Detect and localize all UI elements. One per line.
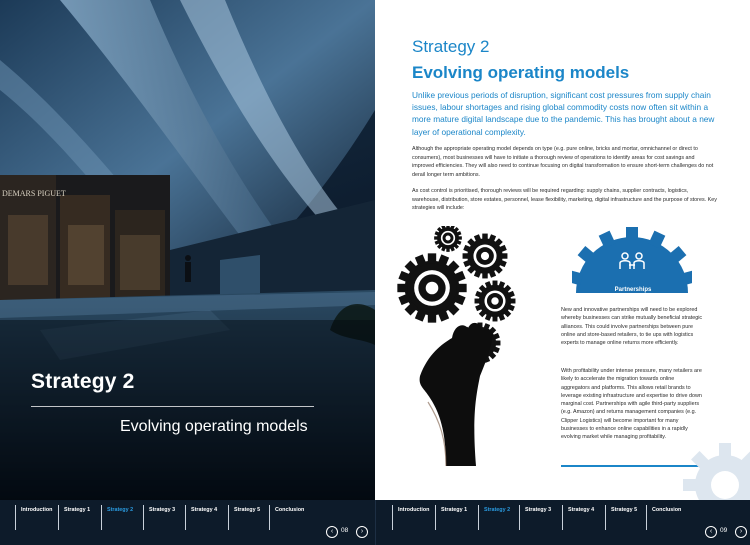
section-kicker: Strategy 2 xyxy=(412,37,490,56)
body-paragraph-2: As cost control is prioritised, thorough reviews will be required regarding: supply chains, supplier contracts, logistics, warehouse, distribution, store estates, personnel, lease flexibility, marketing, digital infrastructure and the purpose of stores. Key strategies will include: xyxy=(412,188,717,212)
page-number: 08 xyxy=(341,527,349,534)
section-heading: Evolving operating models xyxy=(412,63,630,82)
bottom-nav-right xyxy=(375,500,750,545)
next-page-icon[interactable]: › xyxy=(735,526,747,538)
partnerships-label: Partnerships xyxy=(614,287,652,293)
nav-strategy-2[interactable]: Strategy 2 xyxy=(478,505,510,530)
title-divider xyxy=(31,406,314,407)
hand-with-gears-illustration xyxy=(380,226,560,466)
nav-strategy-5[interactable]: Strategy 5 xyxy=(605,505,637,530)
left-page xyxy=(0,0,375,500)
nav-strategy-3[interactable]: Strategy 3 xyxy=(519,505,551,530)
bottom-nav-left xyxy=(0,500,375,545)
lead-paragraph: Unlike previous periods of disruption, significant cost pressures from supply chain issues, labour shortages and rising global commodity costs now often sit within a more mature digital landscape due to the pandemic. This has brought about a new layer of operational complexity. xyxy=(412,90,715,137)
nav-strategy-5[interactable]: Strategy 5 xyxy=(228,505,260,530)
page-number: 09 xyxy=(720,527,728,534)
partnerships-paragraph-2: With profitability under intense pressure, many retailers are likely to accelerate the migration towards online aggregators and platforms. This allows retail brands to leverage existing infrastructure and expertise to drive down marginal cost. Partnerships with agile third-party suppliers (e.g. Amazon) and returns management companies (e.g. Clipper Logistics) will become important for many businesses to enhance online capabilities in a rapidly evolving market while managing profitability. xyxy=(561,368,702,441)
nav-strategy-2[interactable]: Strategy 2 xyxy=(101,505,133,530)
partnerships-gear-badge xyxy=(572,225,692,305)
next-page-icon[interactable]: › xyxy=(356,526,368,538)
right-page xyxy=(375,0,750,500)
partnerships-paragraph-1: New and innovative partnerships will need to be explored whereby businesses can strike mutually beneficial strategic alliances. This could involve partnerships between pure online and store-based retailers, to tie ups with logistics experts to manage online returns more efficiently. xyxy=(561,307,703,347)
left-page-subtitle: Evolving operating models xyxy=(120,418,308,435)
nav-strategy-1[interactable]: Strategy 1 xyxy=(58,505,90,530)
nav-strategy-1[interactable]: Strategy 1 xyxy=(435,505,467,530)
nav-introduction[interactable]: Introduction xyxy=(15,505,52,530)
nav-conclusion[interactable]: Conclusion xyxy=(646,505,681,530)
body-paragraph-1: Although the appropriate operating model depends on type (e.g. pure online, bricks and mortar, omnichannel or direct to consumers), most businesses will have to initiate a thorough review of operations to identify areas for cost savings and improved efficiencies. They will also need to continue focusing on digital transformation to ensure short-term challenges do not derail longer term ambitions. xyxy=(412,146,714,179)
decorative-gear-icon xyxy=(680,440,750,500)
prev-page-icon[interactable]: ‹ xyxy=(326,526,338,538)
nav-conclusion[interactable]: Conclusion xyxy=(269,505,304,530)
nav-strategy-4[interactable]: Strategy 4 xyxy=(562,505,594,530)
page-nav-right xyxy=(705,526,750,540)
storefront-sign: DEMARS PIGUET xyxy=(2,189,66,198)
nav-strategy-3[interactable]: Strategy 3 xyxy=(143,505,175,530)
left-page-title: Strategy 2 xyxy=(31,370,135,393)
nav-introduction[interactable]: Introduction xyxy=(392,505,429,530)
prev-page-icon[interactable]: ‹ xyxy=(705,526,717,538)
nav-strategy-4[interactable]: Strategy 4 xyxy=(185,505,217,530)
